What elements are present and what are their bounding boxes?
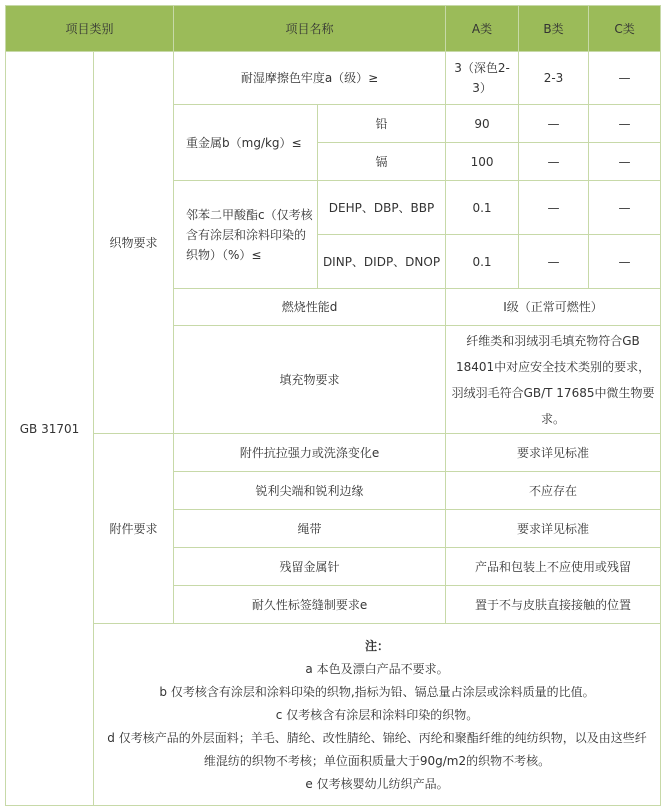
wet-rub-name: 耐湿摩擦色牢度a（级）≥	[174, 52, 446, 105]
lead-c: —	[589, 105, 661, 143]
label-value: 置于不与皮肤直接接触的位置	[446, 586, 661, 624]
header-name: 项目名称	[174, 6, 446, 52]
cadmium-b: —	[519, 143, 589, 181]
group-fabric: 织物要求	[94, 52, 174, 434]
dehp-c: —	[589, 181, 661, 235]
metal-pin-name: 残留金属针	[174, 548, 446, 586]
sharp-name: 锐利尖端和锐利边缘	[174, 472, 446, 510]
lead-a: 90	[446, 105, 519, 143]
flammability-name: 燃烧性能d	[174, 289, 446, 326]
note-b: b 仅考核含有涂层和涂料印染的织物,指标为铅、镉总量占涂层或涂料质量的比值。	[159, 685, 595, 699]
dinp-name: DINP、DIDP、DNOP	[318, 235, 446, 289]
header-category: 项目类别	[6, 6, 174, 52]
phthalate-name: 邻苯二甲酸酯c（仅考核含有涂层和涂料印染的织物）（%）≤	[174, 181, 318, 289]
table-row	[6, 52, 661, 105]
note-c: c 仅考核含有涂层和涂料印染的织物。	[275, 708, 479, 722]
wet-rub-b: 2-3	[519, 52, 589, 105]
dehp-name: DEHP、DBP、BBP	[318, 181, 446, 235]
dinp-b: —	[519, 235, 589, 289]
heavy-metal-name: 重金属b（mg/kg）≤	[174, 105, 318, 181]
wet-rub-c: —	[589, 52, 661, 105]
dehp-b: —	[519, 181, 589, 235]
cord-value: 要求详见标准	[446, 510, 661, 548]
header-b: B类	[519, 6, 589, 52]
notes-title: 注：	[365, 639, 390, 653]
notes-row	[6, 624, 661, 806]
dinp-c: —	[589, 235, 661, 289]
header-row	[6, 6, 661, 52]
dehp-a: 0.1	[446, 181, 519, 235]
acc-strength-value: 要求详见标准	[446, 434, 661, 472]
acc-strength-name: 附件抗拉强力或洗涤变化e	[174, 434, 446, 472]
cadmium-name: 镉	[318, 143, 446, 181]
flammability-value: Ⅰ级（正常可燃性）	[446, 289, 661, 326]
header-c: C类	[589, 6, 661, 52]
dinp-a: 0.1	[446, 235, 519, 289]
sharp-value: 不应存在	[446, 472, 661, 510]
metal-pin-value: 产品和包装上不应使用或残留	[446, 548, 661, 586]
cadmium-a: 100	[446, 143, 519, 181]
standard-code: GB 31701	[6, 52, 94, 806]
note-d: d 仅考核产品的外层面料；羊毛、腈纶、改性腈纶、锦纶、丙纶和聚酯纤维的纯纺织物，以及由这些纤维混纺的织物不考核；单位面积质量大于90g/m2的织物不考核。	[107, 731, 647, 768]
filling-value: 纤维类和羽绒羽毛填充物符合GB 18401中对应安全技术类别的要求，羽绒羽毛符合GB/T 17685中微生物要求。	[446, 326, 661, 434]
note-e: e 仅考核婴幼儿纺织产品。	[305, 777, 449, 791]
lead-b: —	[519, 105, 589, 143]
cord-name: 绳带	[174, 510, 446, 548]
label-name: 耐久性标签缝制要求e	[174, 586, 446, 624]
filling-name: 填充物要求	[174, 326, 446, 434]
wet-rub-a: 3（深色2-3）	[446, 52, 519, 105]
header-a: A类	[446, 6, 519, 52]
standard-table	[5, 5, 661, 806]
note-a: a 本色及漂白产品不要求。	[305, 662, 449, 676]
notes	[94, 624, 661, 806]
lead-name: 铅	[318, 105, 446, 143]
table-row	[6, 434, 661, 472]
group-accessory: 附件要求	[94, 434, 174, 624]
cadmium-c: —	[589, 143, 661, 181]
